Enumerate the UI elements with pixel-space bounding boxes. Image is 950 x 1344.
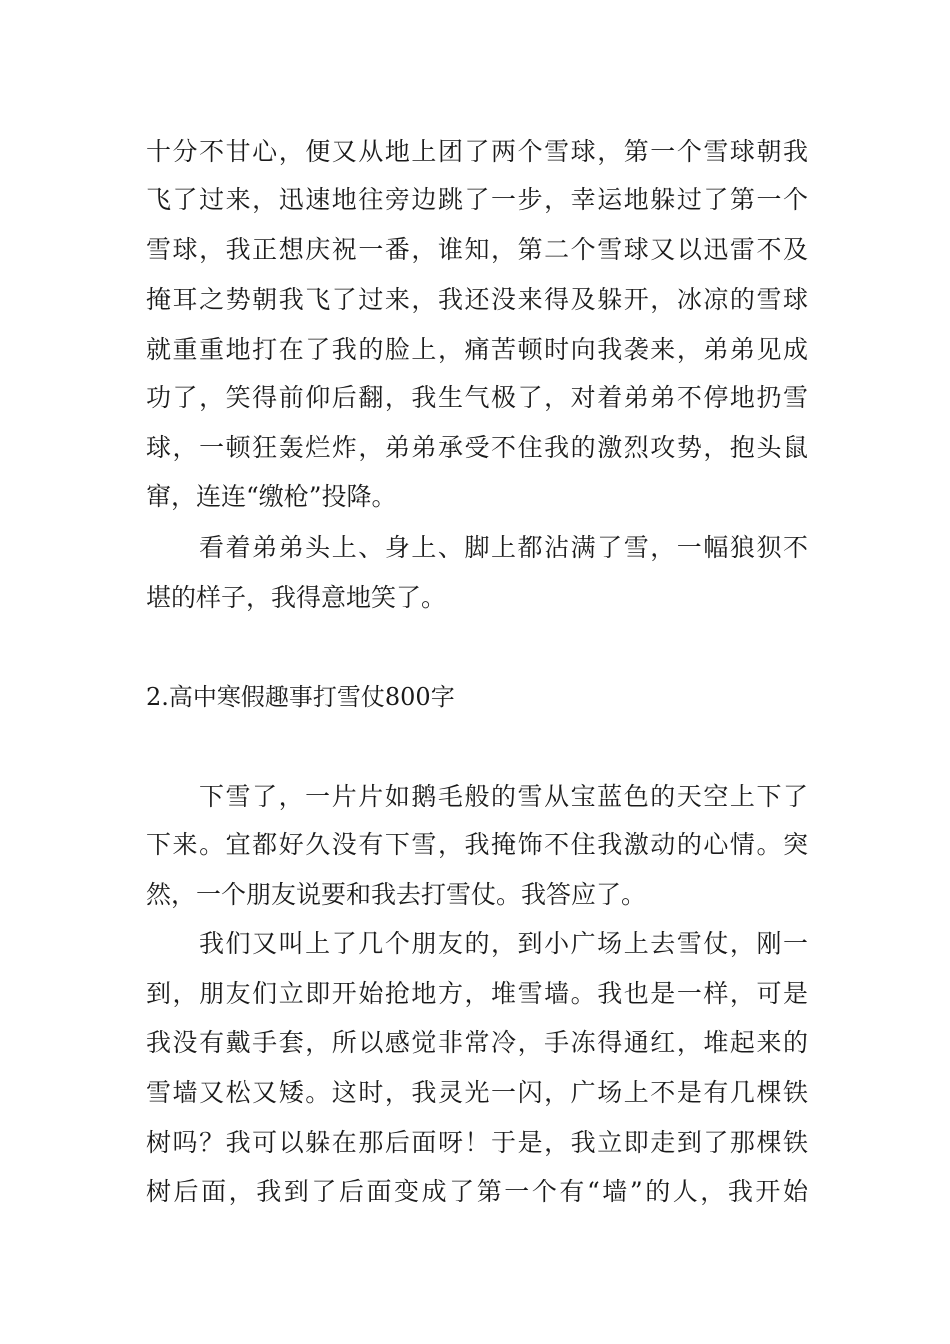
paragraph-line: 我没有戴手套，所以感觉非常冷，手冻得通红，堆起来的 <box>146 1028 808 1057</box>
section-heading: 2.高中寒假趣事打雪仗800字 <box>146 683 455 711</box>
paragraph-line: 就重重地打在了我的脸上，痛苦顿时向我袭来，弟弟见成 <box>146 335 808 364</box>
paragraph-line: 看着弟弟头上、身上、脚上都沾满了雪，一幅狼狈不 <box>199 533 808 562</box>
paragraph-line: 然，一个朋友说要和我去打雪仗。我答应了。 <box>146 880 647 909</box>
paragraph-line: 球，一顿狂轰烂炸，弟弟承受不住我的激烈攻势，抱头鼠 <box>146 433 808 462</box>
paragraph-line: 掩耳之势朝我飞了过来，我还没来得及躲开，冰凉的雪球 <box>146 285 808 314</box>
paragraph-line: 窜，连连“缴枪”投降。 <box>146 482 397 511</box>
paragraph-line: 雪球，我正想庆祝一番，谁知，第二个雪球又以迅雷不及 <box>146 235 808 264</box>
paragraph-line: 十分不甘心，便又从地上团了两个雪球，第一个雪球朝我 <box>146 137 808 166</box>
paragraph-line: 下雪了，一片片如鹅毛般的雪从宝蓝色的天空上下了 <box>199 782 808 811</box>
paragraph-line: 树后面，我到了后面变成了第一个有“墙”的人，我开始 <box>146 1177 808 1206</box>
paragraph-line: 到，朋友们立即开始抢地方，堆雪墙。我也是一样，可是 <box>146 979 808 1008</box>
paragraph-line: 功了，笑得前仰后翻，我生气极了，对着弟弟不停地扔雪 <box>146 383 808 412</box>
paragraph-line: 堪的样子，我得意地笑了。 <box>146 583 447 612</box>
paragraph-line: 我们又叫上了几个朋友的，到小广场上去雪仗，刚一 <box>199 929 808 958</box>
paragraph-line: 雪墙又松又矮。这时，我灵光一闪，广场上不是有几棵铁 <box>146 1078 808 1107</box>
paragraph-line: 飞了过来，迅速地往旁边跳了一步，幸运地躲过了第一个 <box>146 185 808 214</box>
paragraph-line: 树吗？我可以躲在那后面呀！于是，我立即走到了那棵铁 <box>146 1128 808 1157</box>
paragraph-line: 下来。宜都好久没有下雪，我掩饰不住我激动的心情。突 <box>146 830 808 859</box>
